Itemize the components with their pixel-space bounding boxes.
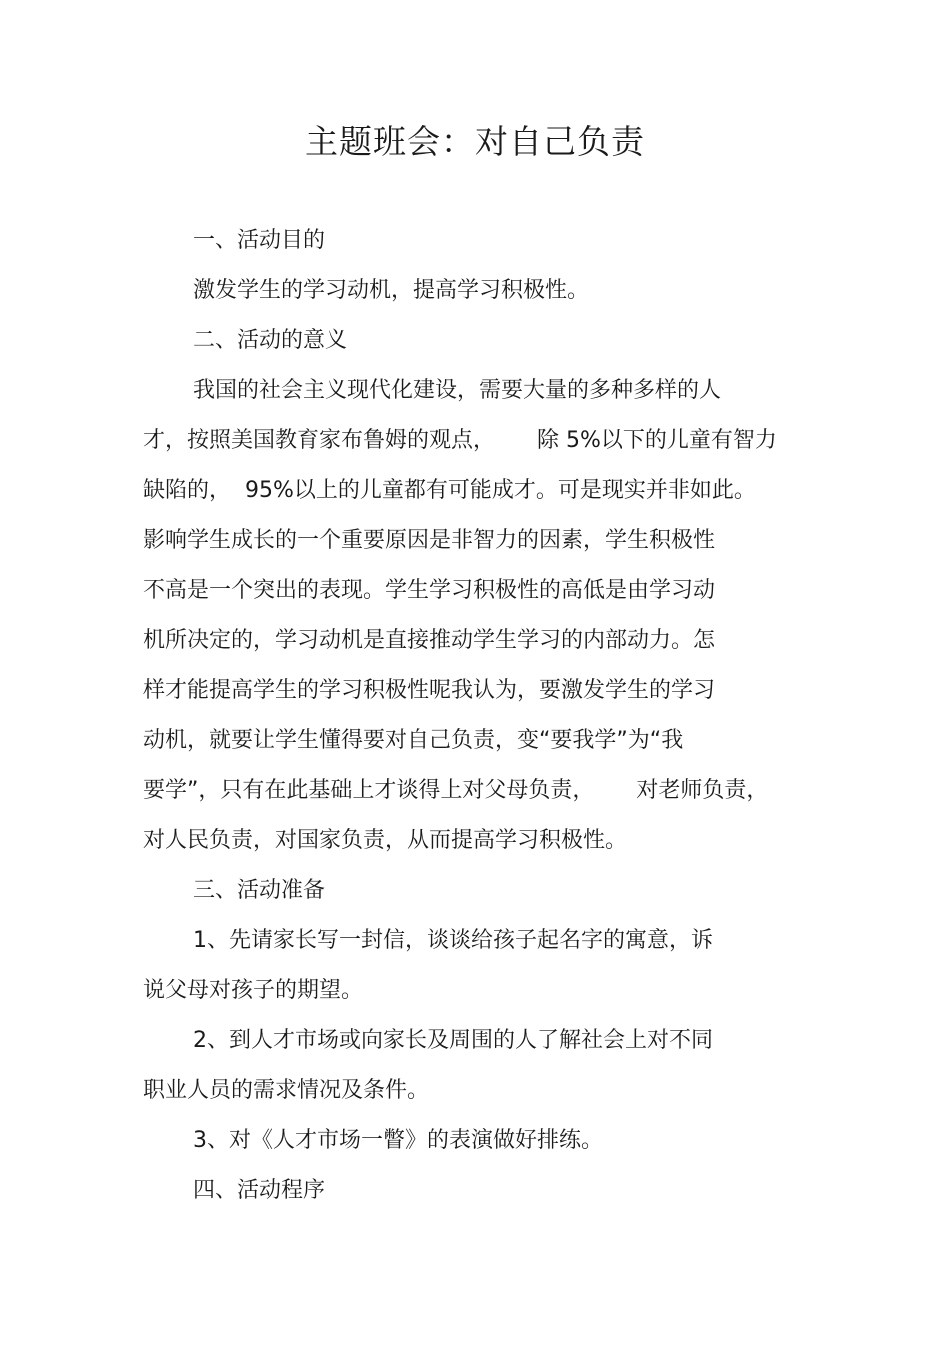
paragraph-line: 不高是一个突出的表现。学生学习积极性的高低是由学习动 <box>143 578 716 603</box>
section-heading-preparation: 三、活动准备 <box>193 878 326 903</box>
section-heading-meaning: 二、活动的意义 <box>193 328 348 353</box>
list-item-line: 1、先请家长写一封信，谈谈给孩子起名字的寓意，诉 <box>193 928 713 953</box>
document-title: 主题班会：对自己负责 <box>305 122 645 161</box>
list-item-line: 2、到人才市场或向家长及周围的人了解社会上对不同 <box>193 1028 713 1053</box>
paragraph-line: 影响学生成长的一个重要原因是非智力的因素，学生积极性 <box>143 528 716 553</box>
paragraph-line: 才，按照美国教育家布鲁姆的观点， 除 5%以下的儿童有智力 <box>143 428 777 453</box>
list-item-line: 说父母对孩子的期望。 <box>143 978 364 1003</box>
paragraph-line: 机所决定的，学习动机是直接推动学生学习的内部动力。怎 <box>143 628 716 653</box>
paragraph-line: 我国的社会主义现代化建设，需要大量的多种多样的人 <box>193 378 722 403</box>
paragraph-line: 缺陷的， 95%以上的儿童都有可能成才。可是现实并非如此。 <box>143 478 756 503</box>
paragraph-line: 动机，就要让学生懂得要对自己负责，变“要我学”为“我 <box>143 728 684 753</box>
list-item-line: 职业人员的需求情况及条件。 <box>143 1078 430 1103</box>
paragraph-line: 要学”，只有在此基础上才谈得上对父母负责， 对老师负责， <box>143 778 769 803</box>
list-item-line: 3、对《人才市场一瞥》的表演做好排练。 <box>193 1128 603 1153</box>
section-heading-procedure: 四、活动程序 <box>193 1178 326 1203</box>
paragraph-line: 样才能提高学生的学习积极性呢我认为，要激发学生的学习 <box>143 678 716 703</box>
paragraph-line: 对人民负责，对国家负责，从而提高学习积极性。 <box>143 828 628 853</box>
paragraph-line: 激发学生的学习动机，提高学习积极性。 <box>193 278 590 303</box>
section-heading-purpose: 一、活动目的 <box>193 228 326 253</box>
